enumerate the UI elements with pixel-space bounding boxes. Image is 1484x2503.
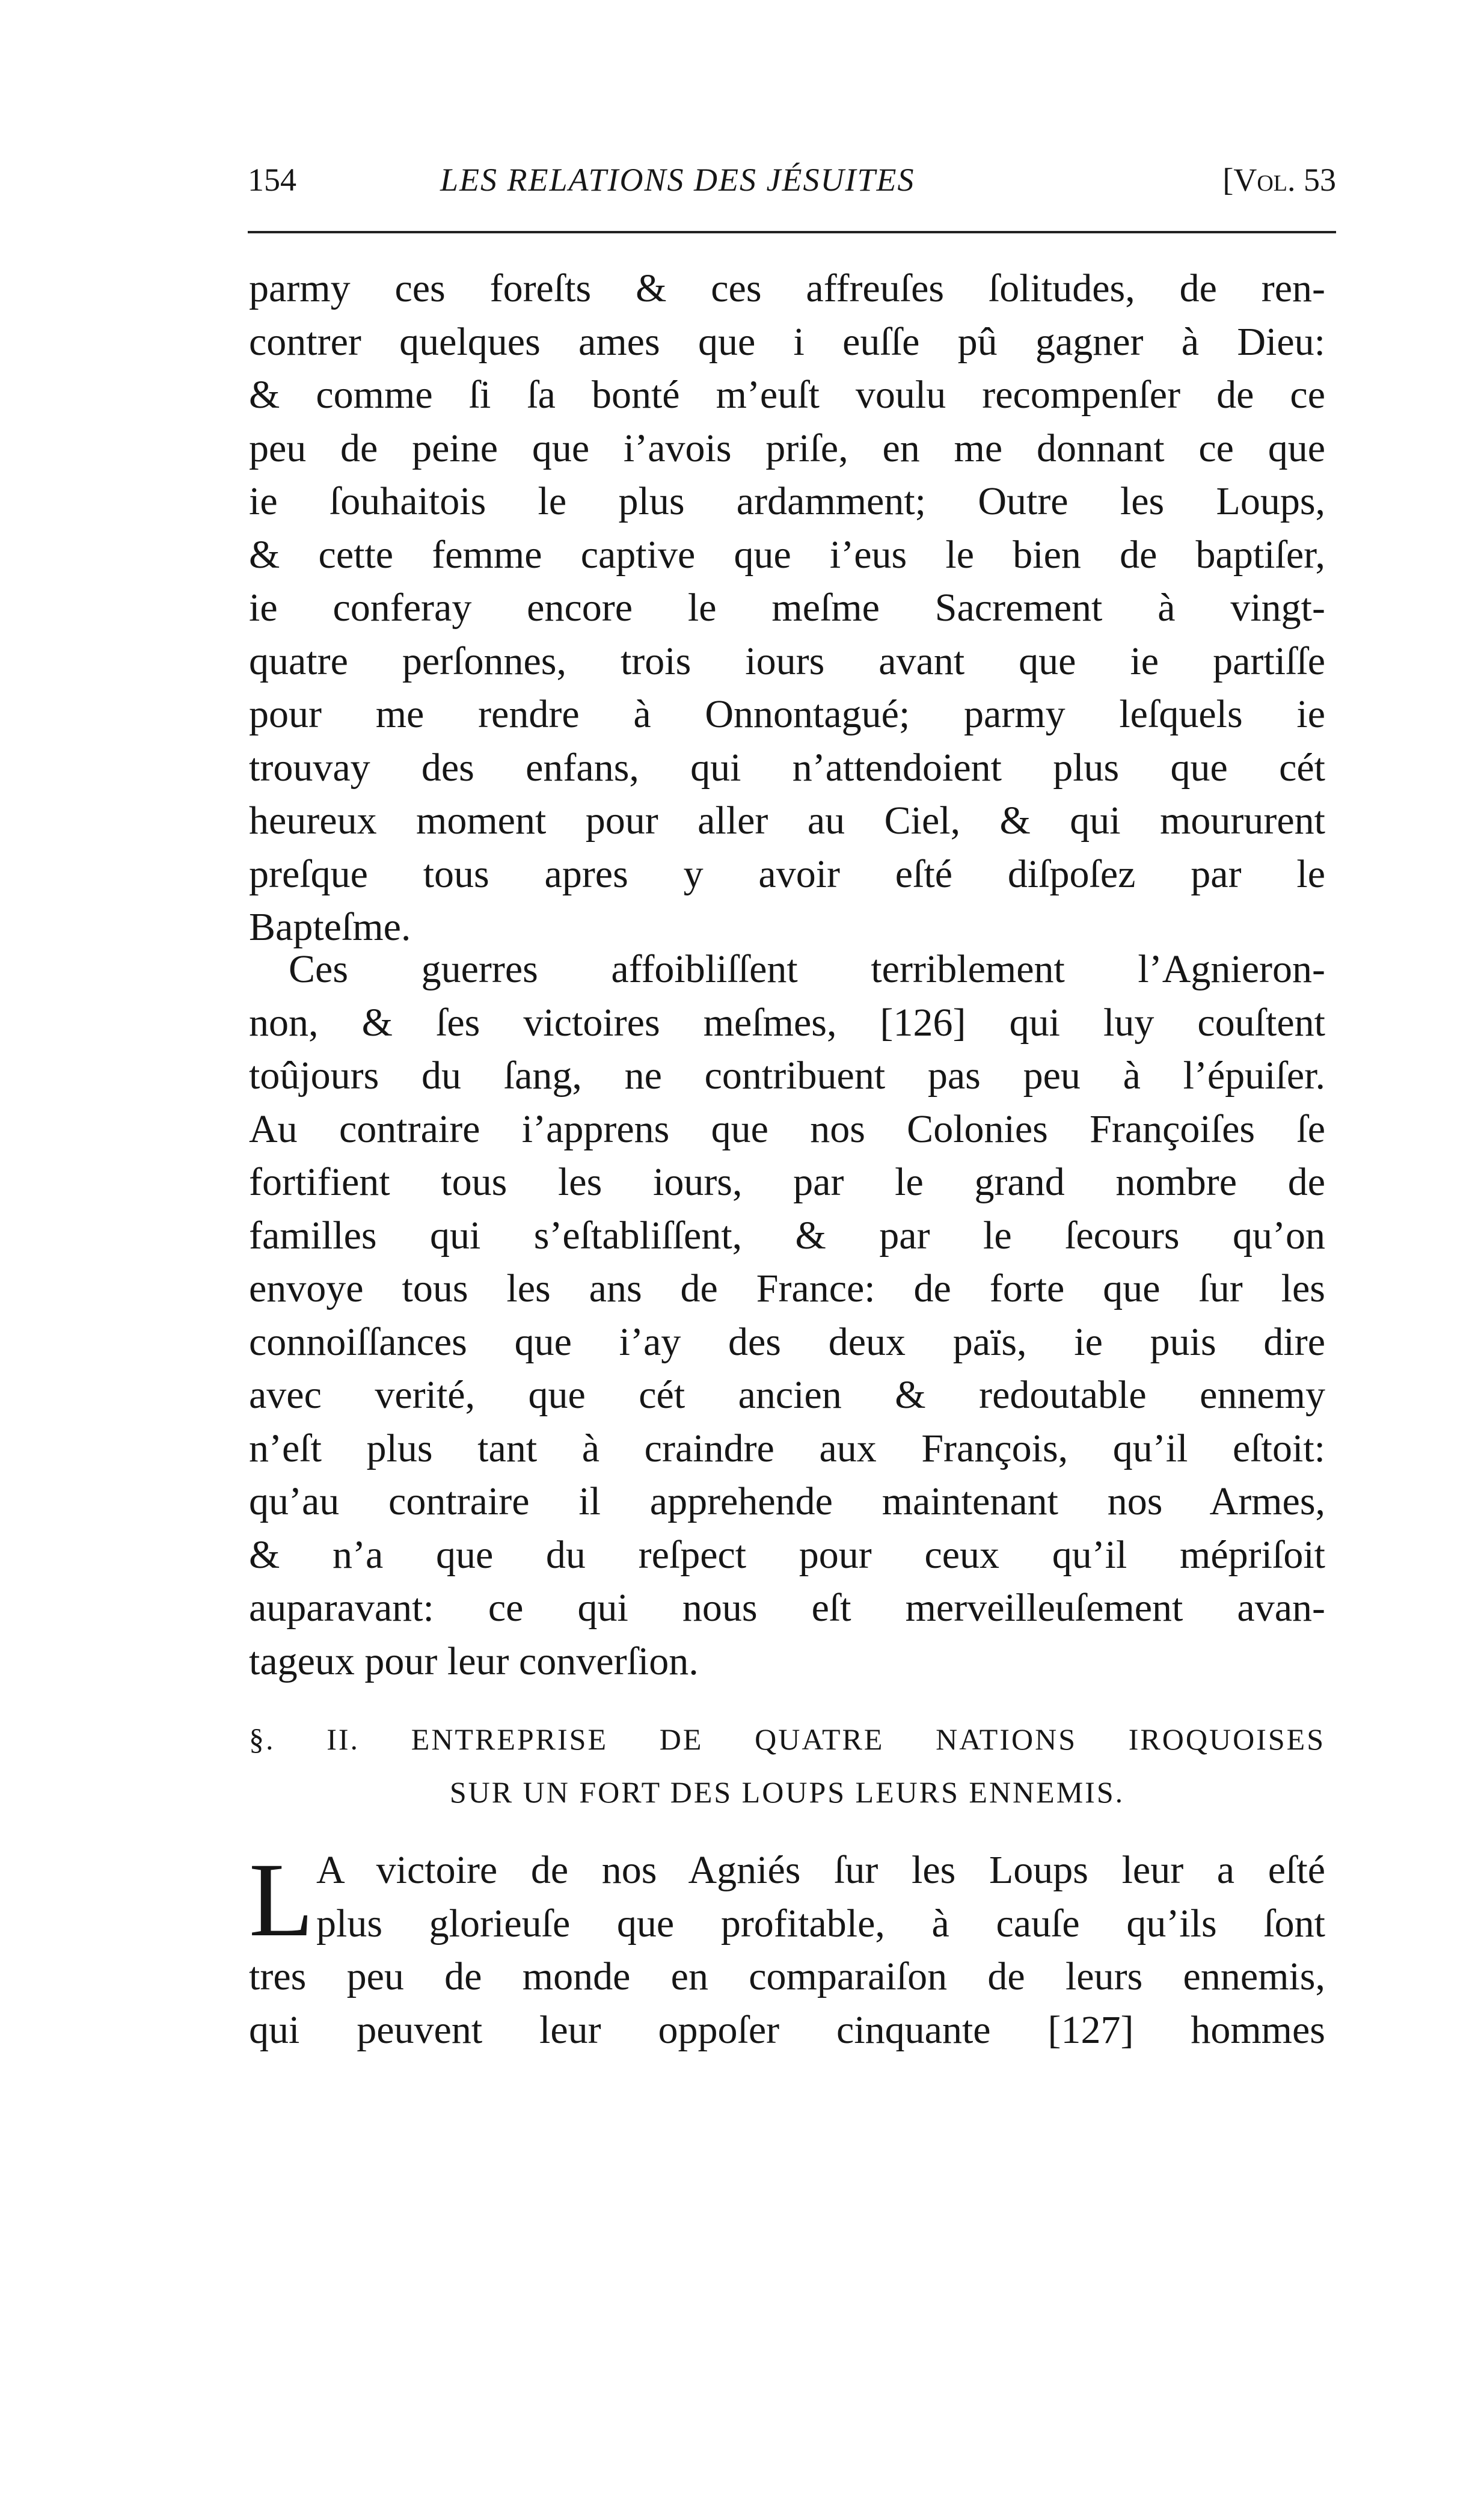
text-line: non, & ſes victoires meſmes, [126] qui luy couſtent <box>249 1000 1325 1045</box>
section-heading-line: §. II. ENTREPRISE DE QUATRE NATIONS IROQUOISES <box>249 1722 1325 1756</box>
text-line: & comme ſi ſa bonté m’euſt voulu recompenſer de ce <box>249 373 1325 417</box>
text-line: A victoire de nos Agniés ſur les Loups leur a eſté <box>316 1848 1325 1892</box>
text-line: envoye tous les ans de France: de forte que ſur les <box>249 1267 1325 1310</box>
volume-label: [Vol. 53 <box>1222 162 1336 198</box>
section-heading <box>249 1713 1325 1819</box>
page-number: 154 <box>248 162 296 198</box>
text-line: parmy ces foreſts & ces affreuſes ſolitudes, de ren- <box>249 266 1325 310</box>
text-line: connoiſſances que i’ay des deux païs, ie puis dire <box>249 1319 1325 1364</box>
text-line: avec verité, que cét ancien & redoutable ennemy <box>249 1373 1325 1417</box>
text-line: Au contraire i’apprens que nos Colonies Françoiſes ſe <box>249 1107 1325 1151</box>
text-line: tageux pour leur converſion. <box>249 1639 699 1683</box>
paragraph-2 <box>249 943 1325 1688</box>
text-line: contrer quelques ames que i euſſe pû gagner à Dieu: <box>249 319 1325 364</box>
text-line: trouvay des enfans, qui n’attendoient plus que cét <box>249 745 1325 790</box>
text-line: tres peu de monde en comparaiſon de leurs ennemis, <box>249 1955 1325 1998</box>
text-line: & n’a que du reſpect pour ceux qu’il mépriſoit <box>249 1532 1325 1577</box>
text-line: auparavant: ce qui nous eſt merveilleuſement avan- <box>249 1586 1325 1630</box>
text-line: ie ſouhaitois le plus ardamment; Outre les Loups, <box>249 479 1325 523</box>
paragraph-3 <box>249 1841 1325 2057</box>
drop-cap: L <box>249 1841 314 1959</box>
text-line: Ces guerres affoibliſſent terriblement l’Agnieron- <box>289 947 1325 991</box>
text-line: pour me rendre à Onnontagué; parmy leſquels ie <box>249 692 1325 736</box>
text-line: ie conferay encore le meſme Sacrement à vingt- <box>249 586 1325 630</box>
text-line: heureux moment pour aller au Ciel, & qui moururent <box>249 799 1325 843</box>
text-line: plus glorieuſe que profitable, à cauſe qu’ils ſont <box>316 1901 1325 1946</box>
text-line: & cette femme captive que i’eus le bien de baptiſer, <box>249 532 1325 577</box>
text-line: fortifient tous les iours, par le grand nombre de <box>249 1160 1325 1204</box>
running-header <box>248 161 1336 209</box>
text-line: quatre perſonnes, trois iours avant que ie partiſſe <box>249 639 1325 683</box>
text-line: n’eſt plus tant à craindre aux François, qu’il eſtoit: <box>249 1426 1325 1470</box>
text-line: qui peuvent leur oppoſer cinquante [127] hommes <box>249 2007 1325 2052</box>
text-line: preſque tous apres y avoir eſté diſpoſez par le <box>249 852 1325 896</box>
text-line: peu de peine que i’avois priſe, en me donnant ce que <box>249 426 1325 470</box>
text-line: toûjours du ſang, ne contribuent pas peu à l’épuiſer. <box>249 1054 1325 1098</box>
paragraph-1 <box>249 262 1325 954</box>
header-rule <box>248 231 1336 233</box>
text-line: familles qui s’eſtabliſſent, & par le ſecours qu’on <box>249 1213 1325 1258</box>
text-line: Bapteſme. <box>249 905 411 949</box>
section-heading-line: SUR UN FORT DES LOUPS LEURS ENNEMIS. <box>449 1775 1125 1809</box>
running-title: LES RELATIONS DES JÉSUITES <box>440 162 915 198</box>
text-line: qu’au contraire il apprehende maintenant nos Armes, <box>249 1479 1325 1523</box>
